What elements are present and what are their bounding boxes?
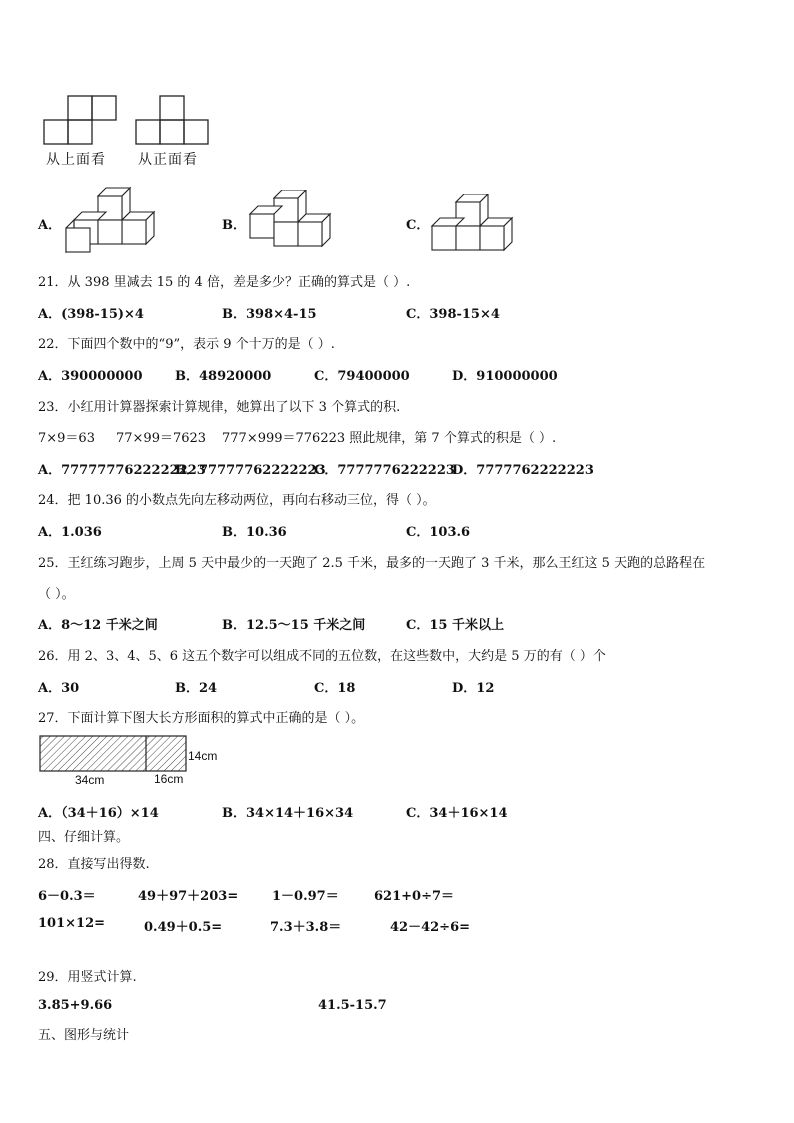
q29-expr-2: 41.5-15.7 bbox=[318, 998, 387, 1013]
rect-len2-label: 16cm bbox=[154, 772, 184, 786]
q27-option-a: A．（34＋16）×14 bbox=[38, 806, 159, 821]
q23-expr-2: 77×99＝7623 bbox=[116, 431, 207, 446]
q28-calc: 621+0÷7＝ bbox=[374, 889, 455, 904]
option-a-label: A． bbox=[38, 218, 62, 233]
q26-stem: 26．用 2、3、4、5、6 这五个数字可以组成不同的五位数，在这些数中，大约是 5 万的有（ ）个 bbox=[38, 649, 606, 664]
q23-option-d: D．7777762222223 bbox=[452, 463, 594, 478]
q28-calc: 49＋97＋203= bbox=[138, 889, 239, 904]
q22-stem: 22．下面四个数中的“9”，表示 9 个十万的是（ ）. bbox=[38, 337, 335, 352]
q28-calc: 0.49＋0.5= bbox=[144, 920, 223, 935]
q28-calc: 1－0.97＝ bbox=[272, 889, 339, 904]
q24-option-c: C．103.6 bbox=[406, 525, 471, 540]
q28-stem: 28．直接写出得数. bbox=[38, 857, 150, 872]
q21-stem: 21．从 398 里减去 15 的 4 倍，差是多少？正确的算式是（ ）. bbox=[38, 275, 411, 290]
q23-stem: 23．小红用计算器探索计算规律，她算出了以下 3 个算式的积. bbox=[38, 400, 401, 415]
q24-stem: 24．把 10.36 的小数点先向左移动两位，再向右移动三位，得（ ）。 bbox=[38, 493, 436, 508]
q25-stem-cont: （ ）。 bbox=[38, 587, 75, 602]
q29-stem: 29．用竖式计算. bbox=[38, 970, 137, 985]
q22-option-a: A．390000000 bbox=[38, 369, 143, 384]
q23-option-a: A．7777777622222223 bbox=[38, 463, 206, 478]
q22-option-b: B．48920000 bbox=[175, 369, 272, 384]
q21-option-b: B．398×4-15 bbox=[222, 307, 317, 322]
q26-option-c: C．18 bbox=[314, 681, 356, 696]
q25-option-a: A．8～12 千米之间 bbox=[38, 618, 158, 633]
q27-option-b: B．34×14＋16×34 bbox=[222, 806, 354, 821]
q27-option-c: C．34＋16×14 bbox=[406, 806, 508, 821]
rect-height-label: 14cm bbox=[188, 749, 218, 763]
front-view-label: 从正面看 bbox=[138, 152, 198, 168]
top-view-figure bbox=[42, 94, 120, 146]
q21-option-a: A．(398-15)×4 bbox=[38, 307, 144, 322]
q26-option-b: B．24 bbox=[175, 681, 218, 696]
section-5-heading: 五、图形与统计 bbox=[38, 1028, 130, 1043]
q23-option-b: B．77777762222223 bbox=[175, 463, 326, 478]
q28-calc: 101×12= bbox=[38, 916, 106, 931]
q28-calc: 7.3＋3.8＝ bbox=[270, 920, 342, 935]
front-view-figure bbox=[134, 94, 212, 146]
cube-option-b-figure bbox=[246, 190, 342, 254]
q25-option-b: B．12.5～15 千米之间 bbox=[222, 618, 366, 633]
option-c-label: C． bbox=[406, 218, 430, 233]
q25-option-c: C．15 千米以上 bbox=[406, 618, 504, 633]
q24-option-b: B．10.36 bbox=[222, 525, 287, 540]
q26-option-a: A．30 bbox=[38, 681, 80, 696]
q26-option-d: D．12 bbox=[452, 681, 495, 696]
cube-option-a-figure bbox=[64, 186, 160, 256]
q21-option-c: C．398-15×4 bbox=[406, 307, 500, 322]
rectangle-figure bbox=[38, 734, 190, 774]
option-b-label: B． bbox=[222, 218, 246, 233]
q28-calc: 6－0.3＝ bbox=[38, 889, 96, 904]
section-4-heading: 四、仔细计算。 bbox=[38, 830, 130, 845]
q27-stem: 27．下面计算下图大长方形面积的算式中正确的是（ ）。 bbox=[38, 711, 365, 726]
q23-option-c: C．7777776222223 bbox=[314, 463, 455, 478]
q22-option-c: C．79400000 bbox=[314, 369, 410, 384]
q25-stem: 25．王红练习跑步，上周 5 天中最少的一天跑了 2.5 千米，最多的一天跑了 3 千米，那么王红这 5 天跑的总路程在 bbox=[38, 556, 706, 571]
q23-expr-1: 7×9＝63 bbox=[38, 431, 95, 446]
q29-expr-1: 3.85+9.66 bbox=[38, 998, 113, 1013]
top-view-label: 从上面看 bbox=[46, 152, 106, 168]
q23-expr-3: 777×999＝776223 照此规律，第 7 个算式的积是（ ）. bbox=[222, 431, 557, 446]
q24-option-a: A．1.036 bbox=[38, 525, 102, 540]
q28-calc: 42－42÷6= bbox=[390, 920, 471, 935]
q22-option-d: D．910000000 bbox=[452, 369, 558, 384]
cube-option-c-figure bbox=[430, 194, 526, 254]
rect-len1-label: 34cm bbox=[75, 773, 105, 787]
